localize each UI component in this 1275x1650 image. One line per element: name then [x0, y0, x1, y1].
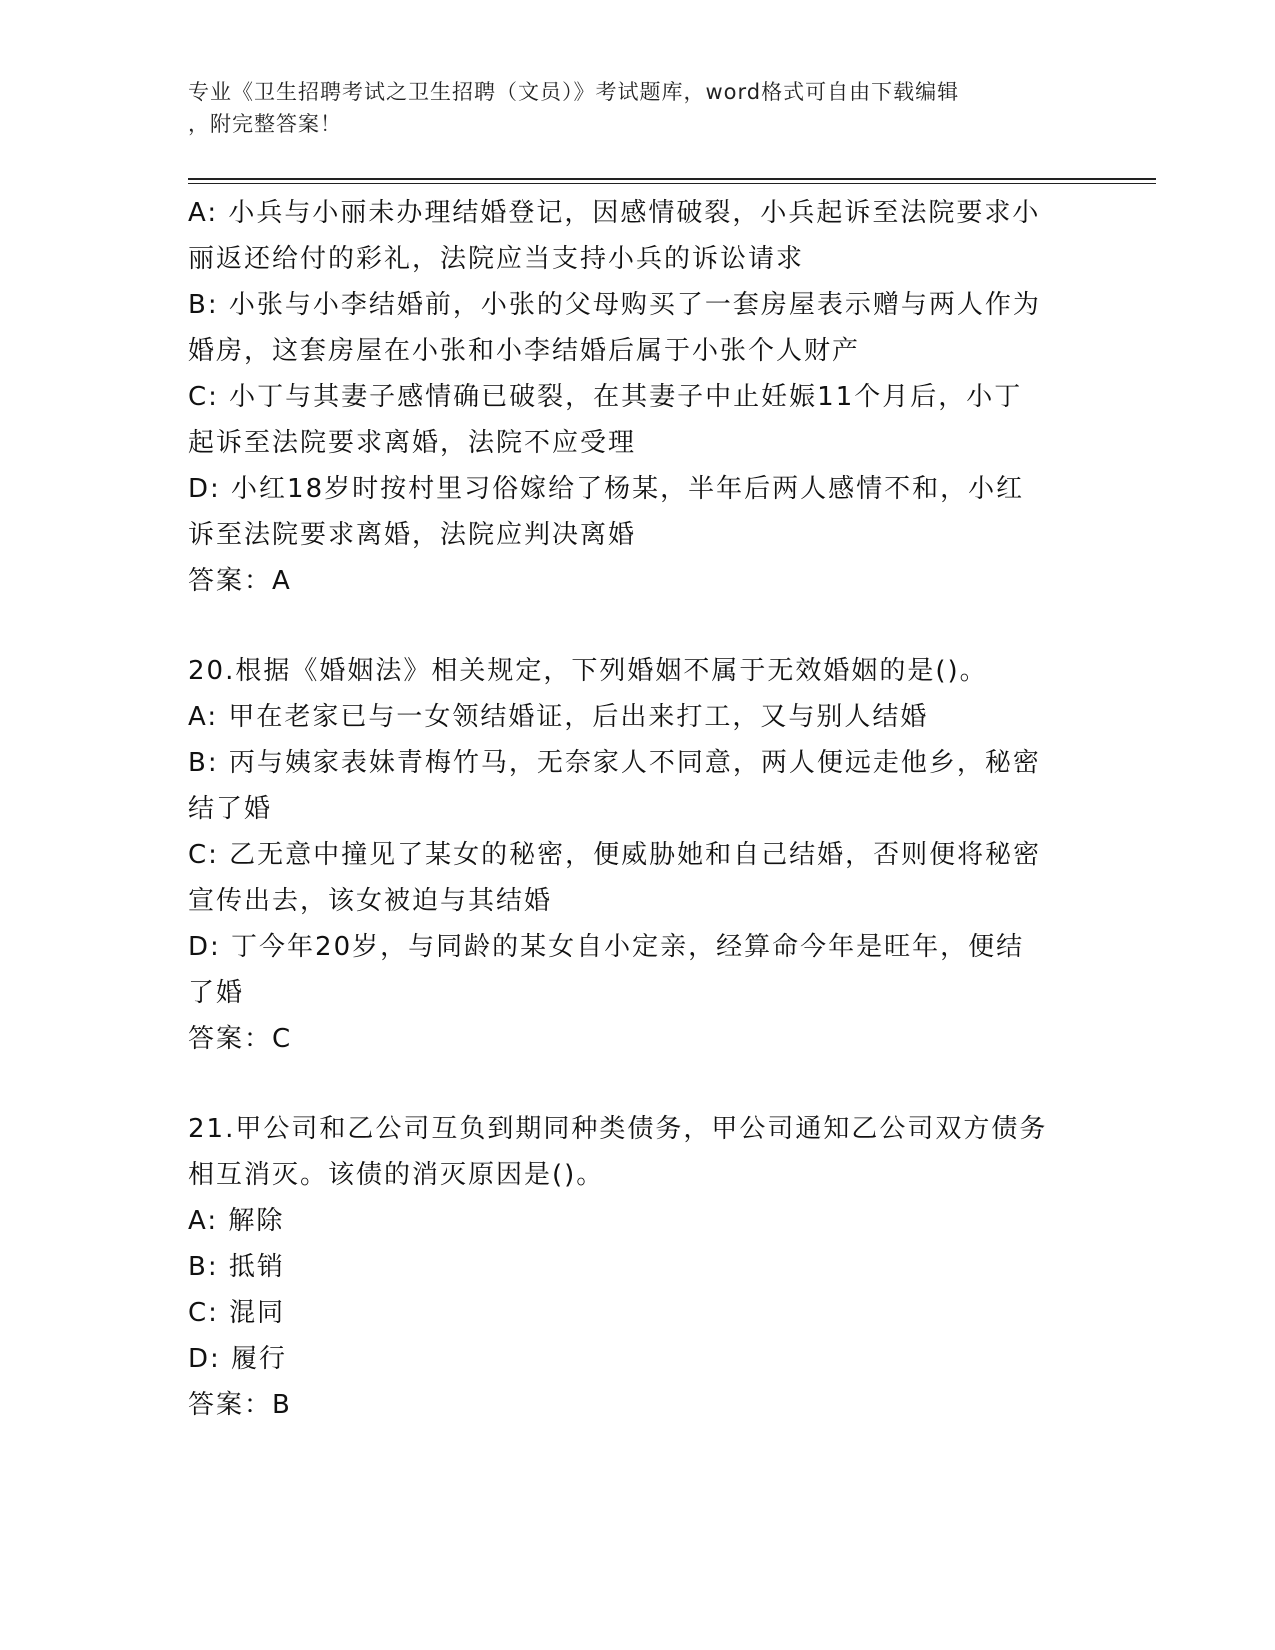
q21-option-d: D: 履行	[188, 1344, 288, 1374]
q21-option-b: B: 抵销	[188, 1252, 285, 1282]
question-content	[188, 190, 1088, 1428]
header-divider-thick	[188, 178, 1156, 180]
spacer	[188, 1062, 1088, 1106]
q19-option-a-line-1: A: 小兵与小丽未办理结婚登记，因感情破裂，小兵起诉至法院要求小	[188, 198, 1041, 228]
q19-option-b-line-2: 婚房，这套房屋在小张和小李结婚后属于小张个人财产	[188, 336, 861, 366]
q21-option-a: A: 解除	[188, 1206, 285, 1236]
q19-option-c-line-2: 起诉至法院要求离婚，法院不应受理	[188, 428, 637, 458]
q20-option-c-line-1: C: 乙无意中撞见了某女的秘密，便威胁她和自己结婚，否则便将秘密	[188, 840, 1042, 870]
header-line-2: ，附完整答案！	[188, 112, 342, 136]
q20-option-a: A: 甲在老家已与一女领结婚证，后出来打工，又与别人结婚	[188, 702, 929, 732]
spacer	[188, 604, 1088, 648]
document-header	[188, 76, 1068, 140]
q20-option-b-line-1: B: 丙与姨家表妹青梅竹马，无奈家人不同意，两人便远走他乡，秘密	[188, 748, 1041, 778]
q19-answer: 答案：A	[188, 566, 292, 596]
q19-option-c-line-1: C: 小丁与其妻子感情确已破裂，在其妻子中止妊娠11个月后，小丁	[188, 382, 1023, 412]
q20-option-c-line-2: 宣传出去，该女被迫与其结婚	[188, 886, 553, 916]
q20-answer: 答案：C	[188, 1024, 293, 1054]
q20-option-b-line-2: 结了婚	[188, 794, 273, 824]
q21-answer: 答案：B	[188, 1390, 292, 1420]
q19-option-b-line-1: B: 小张与小李结婚前，小张的父母购买了一套房屋表示赠与两人作为	[188, 290, 1041, 320]
q20-stem: 20.根据《婚姻法》相关规定，下列婚姻不属于无效婚姻的是()。	[188, 656, 988, 686]
q21-stem-line-2: 相互消灭。该债的消灭原因是()。	[188, 1160, 605, 1190]
q19-option-d-line-1: D: 小红18岁时按村里习俗嫁给了杨某，半年后两人感情不和，小红	[188, 474, 1025, 504]
q21-stem-line-1: 21.甲公司和乙公司互负到期同种类债务，甲公司通知乙公司双方债务	[188, 1114, 1048, 1144]
q20-option-d-line-1: D: 丁今年20岁，与同龄的某女自小定亲，经算命今年是旺年，便结	[188, 932, 1025, 962]
header-divider-thin	[188, 183, 1156, 184]
q21-option-c: C: 混同	[188, 1298, 286, 1328]
q19-option-d-line-2: 诉至法院要求离婚，法院应判决离婚	[188, 520, 637, 550]
q19-option-a-line-2: 丽返还给付的彩礼，法院应当支持小兵的诉讼请求	[188, 244, 805, 274]
header-line-1: 专业《卫生招聘考试之卫生招聘（文员）》考试题库，word格式可自由下载编辑	[188, 80, 960, 104]
q20-option-d-line-2: 了婚	[188, 978, 245, 1008]
